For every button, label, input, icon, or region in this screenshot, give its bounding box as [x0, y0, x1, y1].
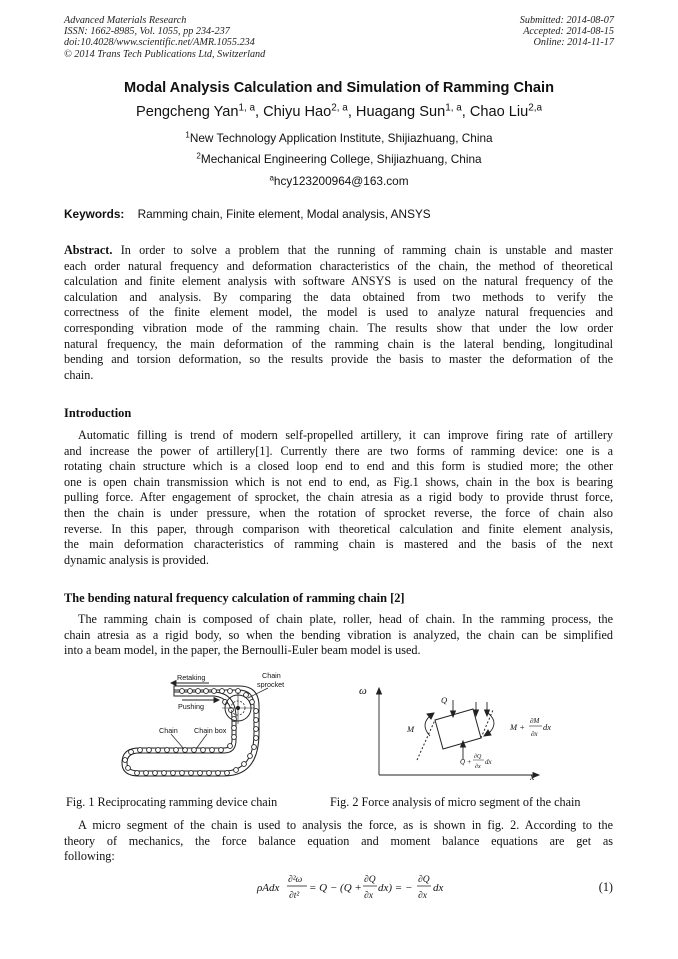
equation-mid: dx) = −	[378, 882, 413, 894]
body-line: then the chain is under pressure, when the rotation of sprocket reverse, the force of chain also	[64, 505, 613, 520]
keywords-label: Keywords:	[64, 207, 125, 221]
force-analysis-figure	[350, 680, 590, 785]
affiliation-mark: a	[269, 173, 274, 183]
chain-path-outline	[122, 686, 259, 776]
abstract-line: calculation and finite element analysis with software ANSYS is used on the natural frequency of the	[64, 274, 613, 289]
shear-dx-label: dx	[485, 758, 492, 766]
sprocket-label-1: Chain	[262, 671, 281, 680]
moment-plus-label: M +	[510, 722, 525, 732]
submission-dates	[520, 15, 614, 49]
equation-dq2-numerator: ∂Q	[418, 875, 430, 885]
journal-name: Advanced Materials Research	[64, 15, 187, 26]
body-line: reverse. In this paper, through comparison with theoretical calculation and finite element analysis,	[64, 521, 613, 536]
abstract-line: natural frequency, the main deformation of the ramming chain is the lateral bending, longitudinal	[64, 336, 613, 351]
keywords-text: Ramming chain, Finite element, Modal analysis, ANSYS	[137, 207, 431, 221]
equation-dq-numerator: ∂Q	[364, 875, 376, 885]
author-name: Chao Liu	[469, 104, 529, 120]
figure1-labels	[159, 671, 284, 735]
section-body-continued	[64, 818, 613, 865]
abstract-line: corresponding vibration mode of the ramming chain. The results show that under the low order	[64, 320, 613, 335]
section-heading: The bending natural frequency calculation of ramming chain [2]	[64, 591, 405, 605]
affiliation-2	[0, 152, 678, 166]
equation-denominator: ∂t²	[289, 891, 300, 901]
affiliation-text: New Technology Application Institute, Shijiazhuang, China	[189, 131, 493, 145]
author-email	[0, 174, 678, 188]
affiliation-mark: 1	[185, 130, 190, 140]
author-list: Pengcheng Yan$^{1, a}$, Chiyu Hao$^{2, a}$, Huagang Sun$^{1, a}$, Chao Liu$^{2,a}$	[135, 102, 543, 120]
body-line: dynamic analysis is provided.	[64, 552, 209, 567]
author-name: Huagang Sun	[355, 104, 446, 120]
equation-terms	[256, 875, 444, 901]
moment-dx-label: dx	[543, 722, 552, 732]
x-axis-label: x	[530, 772, 535, 783]
equation-numerator: ∂²ω	[288, 875, 303, 885]
equation-1	[255, 870, 455, 906]
shear-force-label: Q	[441, 695, 448, 705]
abstract-line: each order natural frequency and deformation characteristics of the chain, the method of theoretical	[64, 258, 613, 273]
author-affiliation-mark: 1, a	[445, 102, 462, 114]
online-date: Online: 2014-11-17	[533, 37, 614, 49]
pushing-label: Pushing	[178, 702, 204, 711]
author-affiliation-mark: 1, a	[238, 102, 256, 114]
equation-number: (1)	[598, 880, 613, 894]
sprocket-label-2: sprocket	[257, 680, 285, 689]
figure1-caption: Fig. 1 Reciprocating ramming device chain	[66, 795, 278, 809]
ramming-device-figure	[114, 668, 304, 783]
body-line: theory of mechanics, the force balance equation and moment balance equations are get as	[64, 833, 613, 848]
moment-derivative-denominator: ∂x	[531, 730, 538, 738]
body-line: one is open chain transmission which is not end to end, as Fig.1 shows, chain in the box is bearing	[64, 474, 613, 489]
accepted-date: Accepted: 2014-08-15	[523, 26, 614, 38]
abstract-line: chain.	[64, 367, 94, 382]
affiliation-mark: 2	[196, 151, 201, 161]
affiliation-1	[0, 131, 678, 145]
omega-axis-label: ω	[359, 685, 367, 697]
abstract-text: In order to solve a problem that the running of ramming chain is unstable and master	[112, 243, 613, 257]
equation-dx: dx	[433, 882, 444, 894]
body-line: the main deformation characteristics of ramming chain is mastered and the basis of the next	[64, 537, 613, 552]
body-line: into a beam model, in the paper, the Bernoulli-Euler beam model is used.	[64, 643, 421, 658]
chain-label: Chain	[159, 726, 178, 735]
sprocket-icon	[222, 692, 254, 724]
figure2-caption: Fig. 2 Force analysis of micro segment of the chain	[330, 795, 581, 809]
shear-plus-label: Q +	[460, 758, 472, 766]
body-line: following:	[64, 849, 115, 864]
moment-derivative-numerator: ∂M	[530, 717, 540, 725]
moment-label: M	[407, 724, 415, 734]
force-arrows	[425, 700, 494, 760]
journal-issn: ISSN: 1662-8985, Vol. 1055, pp 234-237	[64, 26, 230, 38]
keywords	[64, 207, 431, 221]
equation-lhs: ρAdx	[257, 882, 280, 894]
submitted-date: Submitted: 2014-08-07	[519, 15, 614, 26]
abstract-line: calculation and analysis. By comparing the data obtained from two methods to verify the	[64, 289, 613, 304]
introduction-body	[64, 428, 613, 568]
journal-info	[64, 15, 265, 60]
abstract-line: bending and torsion deformation, so the results provide the basis to master the deformation of the	[64, 352, 613, 367]
body-line: chain atresia as a rigid body, so when the bending vibration is analyzed, the chain can be simplified	[64, 627, 613, 642]
abstract-line: correctness of the finite element model, the model is used to analyze natural frequencies and	[64, 305, 613, 320]
author-name: Pengcheng Yan	[135, 104, 239, 120]
journal-copyright: © 2014 Trans Tech Publications Ltd, Switzerland	[64, 48, 266, 60]
section-body	[64, 612, 613, 659]
email-text: hcy123200964@163.com	[273, 174, 409, 188]
introduction-heading: Introduction	[64, 406, 132, 420]
abstract-label: Abstract.	[64, 243, 113, 257]
abstract-line	[64, 243, 613, 259]
figure2-labels	[359, 685, 551, 783]
chain-box-label: Chain box	[194, 726, 227, 735]
author-affiliation-mark: 2, a	[331, 102, 348, 114]
paper-title: Modal Analysis Calculation and Simulation of Ramming Chain	[123, 80, 555, 96]
body-line: Automatic filling is trend of modern self-propelled artillery, it can improve firing rate of artillery	[78, 428, 613, 442]
retaking-label: Retaking	[177, 673, 206, 682]
shear-derivative-denominator: ∂x	[475, 764, 481, 770]
author-name: Chiyu Hao	[263, 104, 332, 120]
body-line: rotating chain structure which is a closed loop end to end and this form is studied more; the other	[64, 459, 613, 474]
body-line: and increase the power of artillery[1]. Currently there are two forms of ramming device: one is a	[64, 443, 613, 458]
equation-dq2-denominator: ∂x	[418, 891, 427, 901]
body-line: A micro segment of the chain is used to analysis the force, as is shown in fig. 2. According to the	[78, 818, 613, 832]
affiliation-text: Mechanical Engineering College, Shijiazhuang, China	[200, 152, 482, 166]
body-line: The ramming chain is composed of chain plate, roller, head of chain. In the ramming process, the	[78, 612, 613, 626]
equation-dq-denominator: ∂x	[364, 891, 373, 901]
coordinate-axes	[377, 688, 540, 778]
shear-derivative-numerator: ∂Q	[474, 754, 482, 760]
journal-doi: doi:10.4028/www.scientific.net/AMR.1055.234	[64, 37, 255, 49]
body-line: pulling force. After engagement of sprocket, the chain atresia as a rigid body to provide thrust force,	[64, 490, 613, 505]
author-affiliation-mark: 2,a	[528, 102, 543, 114]
equation-middle: = Q − (Q +	[309, 882, 362, 894]
abstract	[64, 243, 613, 383]
